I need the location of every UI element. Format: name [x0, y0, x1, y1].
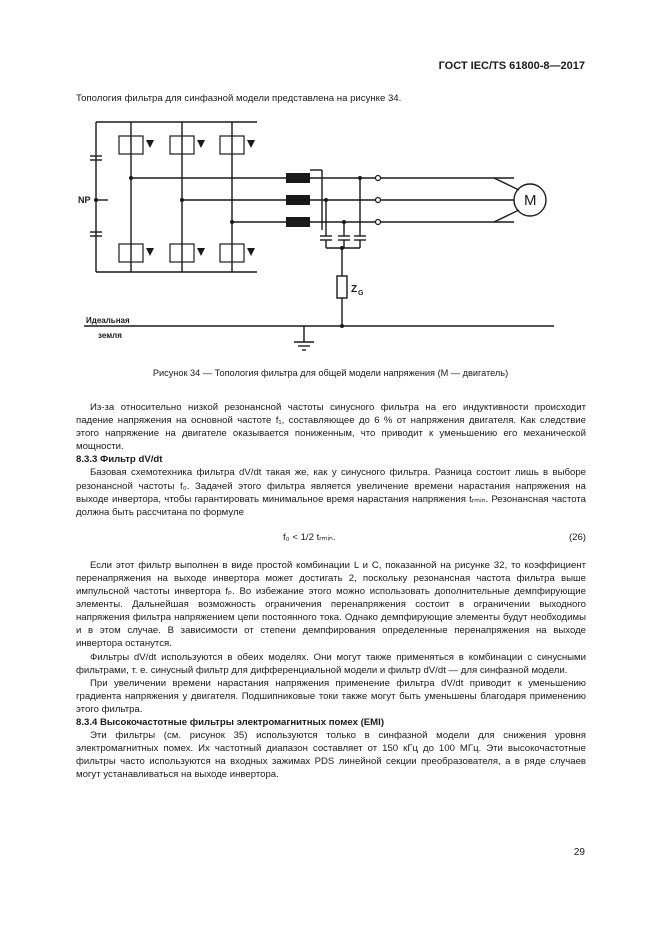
ground-label-2: земля — [98, 331, 122, 340]
paragraph: Эти фильтры (см. рисунок 35) используются только в синфазной модели для снижения уровня электромагнитных помех. Их частотный диапазон составляет от 150 кГц до 100 МГц. Эти высокочастотные фильтры часто используются на входных зажимах PDS линейной секции преобразователя, а в ряде случаев могут устанавливаться на выходе инвертора. — [76, 730, 586, 781]
paragraph: Базовая схемотехника фильтра dV/dt такая же, как у синусного фильтра. Разница состоит лишь в выборе резонансной частоты f₀. Задачей этого фильтра является увеличение времени нарастания напряжения на выходе инвертора, чтобы гарантировать минимальное время нарастания напряжения tᵣₘᵢₙ. Резонансная частота должна быть рассчитана по формуле — [76, 467, 586, 518]
intro-text: Топология фильтра для синфазной модели представлена на рисунке 34. — [76, 93, 402, 104]
np-label: NP — [78, 195, 91, 205]
figure-caption: Рисунок 34 — Топология фильтра для общей модели напряжения (М — двигатель) — [152, 368, 509, 378]
paragraph: Если этот фильтр выполнен в виде простой комбинации L и C, показанной на рисунке 32, то коэффициент перенапряжения на выходе инвертора может достигать 2, поскольку резонансная частота фильтра выше импульсной частоты инвертора fₚ. Во избежание этого можно использовать дополнительные демпфирующие элементы. Дальнейшая возможность ограничения перенапряжения состоит в ограничении выходного напряжения фильтра напряжением цепи постоянного тока. Однако демпфирующие элементы будут необходимы и в этом случае. В зависимости от степени демпфирования определенные перенапряжения на выходе инвертора останутся. — [76, 559, 586, 650]
document-header: ГОСТ IEC/TS 61800-8—2017 — [438, 60, 585, 72]
page-number: 29 — [573, 847, 585, 858]
ground-label-1: Идеальная — [86, 316, 130, 325]
formula-text: f₀ < 1/2 tᵣₘᵢₙ. — [283, 531, 336, 543]
paragraph: При увеличении времени нарастания напряжения применение фильтра dV/dt приводит к уменьшению градиента напряжения у двигателя. Подшипниковые токи также могут быть уменьшены благодаря применению этого фильтра. — [76, 677, 586, 715]
formula-26 — [76, 525, 586, 551]
paragraph: Фильтры dV/dt используются в обеих моделях. Они могут также применяться в комбинации с синусными фильтрами, т. е. синусный фильтр для дифференциальной модели и фильтр dV/dt — для синфазной модели. — [76, 651, 586, 676]
zg-sub-label: G — [358, 290, 364, 297]
zg-label: Z — [351, 284, 358, 295]
section-heading-8-3-4: 8.3.4 Высокочастотные фильтры электромагнитных помех (EMI) — [76, 716, 385, 728]
body-text — [76, 401, 586, 781]
filter-topology-diagram — [64, 108, 564, 358]
motor-label: M — [524, 192, 537, 209]
formula-number: (26) — [568, 531, 586, 543]
section-heading-8-3-3: 8.3.3 Фильтр dV/dt — [76, 454, 163, 466]
paragraph: Из-за относительно низкой резонансной частоты синусного фильтра на его индуктивности происходит падение напряжения на основной частоте f₁, составляющее до 6 % от напряжения двигателя. Как следствие этого напряжение на двигателе оказывается пониженным, что приводит к уменьшению его механической мощности. — [76, 402, 586, 453]
